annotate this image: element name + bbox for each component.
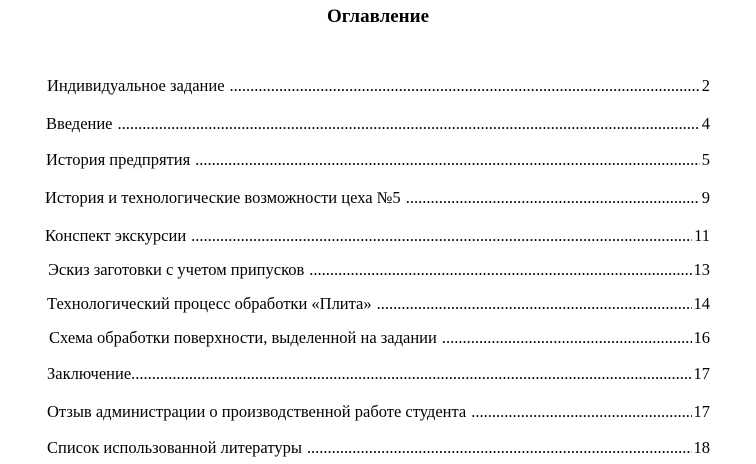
toc-leader-dots [406, 188, 700, 208]
toc-page-number: 4 [701, 114, 710, 133]
toc-entry-text: История и технологические возможности цеха №5 [45, 188, 401, 207]
toc-page-number: 2 [701, 76, 710, 95]
toc-entry-text: Список использованной литературы [47, 438, 302, 457]
toc-page-number: 18 [693, 438, 710, 457]
toc-entry[interactable] [48, 260, 710, 280]
toc-entry[interactable] [47, 294, 710, 314]
toc-entry[interactable] [47, 438, 710, 458]
toc-leader-dots [442, 328, 692, 348]
toc-page-number: 9 [701, 188, 710, 207]
toc-leader-dots [118, 114, 700, 134]
toc-entry[interactable] [45, 188, 710, 208]
toc-entry[interactable] [47, 76, 710, 96]
toc-leader-dots [307, 438, 692, 458]
toc-entry-text: Индивидуальное задание [47, 76, 225, 95]
toc-entry-text: Заключение. [47, 364, 136, 383]
toc-page-number: 13 [693, 260, 710, 279]
toc-entry-text: Отзыв администрации о производственной работе студента [47, 402, 467, 421]
toc-leader-dots [377, 294, 692, 314]
toc-page-number: 17 [693, 364, 710, 383]
toc-page-number: 5 [701, 150, 710, 169]
toc-entry-text: Введение [46, 114, 113, 133]
toc-entry[interactable] [45, 226, 710, 246]
toc-leader-dots [309, 260, 691, 280]
toc-entry[interactable] [47, 402, 710, 422]
toc-entry-text: Эскиз заготовки с учетом припусков [48, 260, 305, 279]
toc-entry[interactable] [47, 364, 710, 384]
toc-entry[interactable] [46, 150, 710, 170]
toc-entry-text: Конспект экскурсии [45, 226, 187, 245]
toc-page-number: 11 [694, 226, 710, 245]
toc-entry[interactable] [46, 114, 710, 134]
toc-leader-dots [195, 150, 700, 170]
toc-page-number: 14 [693, 294, 710, 313]
toc-entry[interactable] [49, 328, 710, 348]
toc-entry-text: Схема обработки поверхности, выделенной на задании [49, 328, 437, 347]
toc-entry-text: История предпрятия [46, 150, 191, 169]
toc-page-number: 17 [693, 402, 710, 421]
page-title: Оглавление [326, 6, 430, 27]
toc-leader-dots [471, 402, 691, 422]
toc-leader-dots [135, 364, 691, 384]
toc-leader-dots [230, 76, 700, 96]
toc-entry-text: Технологический процесс обработки «Плита» [47, 294, 372, 313]
toc-page-number: 16 [693, 328, 710, 347]
toc-leader-dots [191, 226, 692, 246]
